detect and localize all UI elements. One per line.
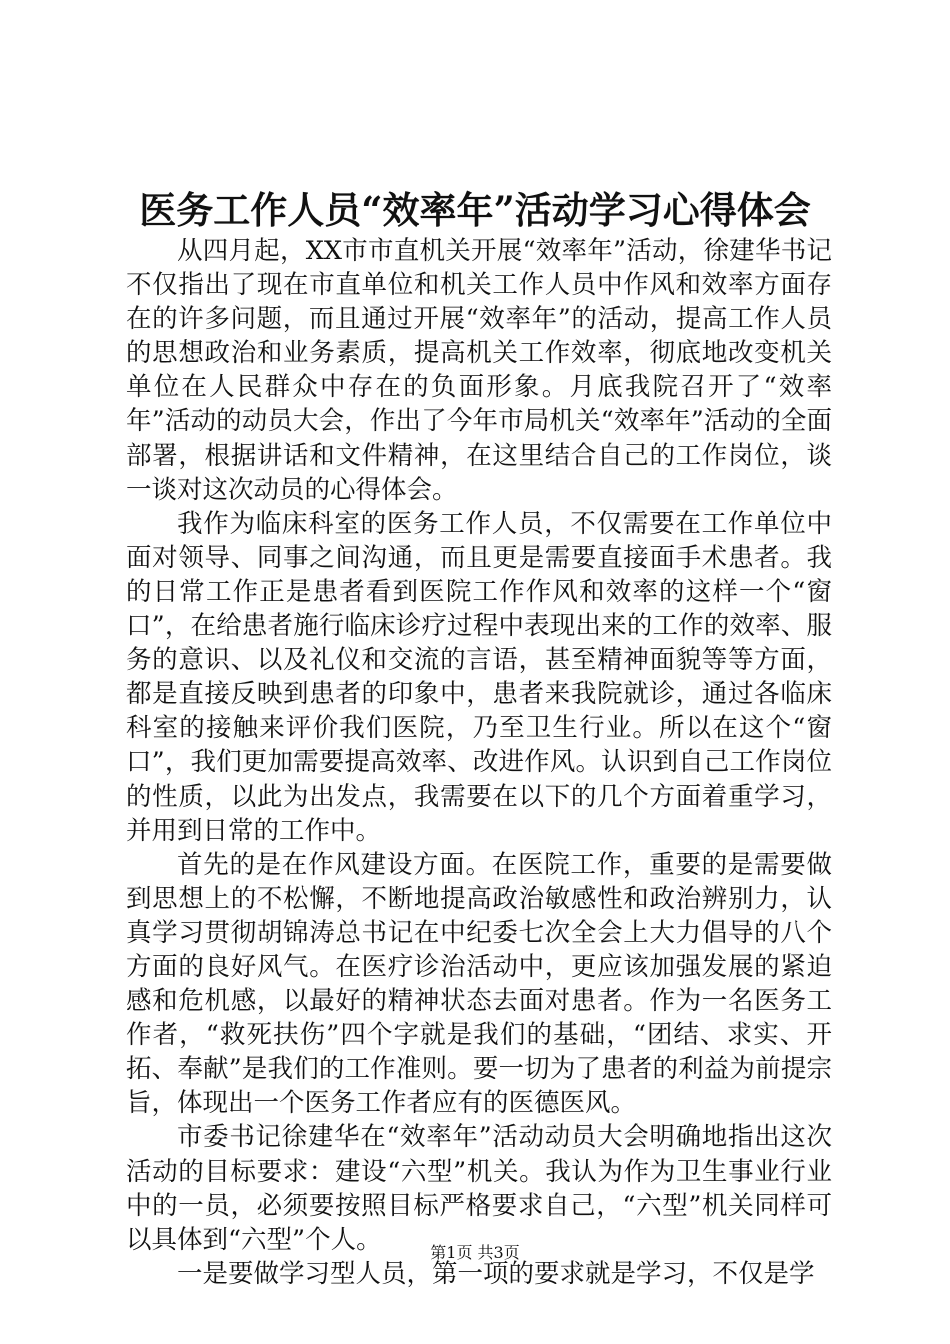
paragraph-5: 一是要做学习型人员，第一项的要求就是学习，不仅是学 [177, 1258, 815, 1289]
paragraph-1: 从四月起，XX市市直机关开展“效率年”活动，徐建华书记不仅指出了现在市直单位和机关工作人员中作风和效率方面存在的许多问题，而且通过开展“效率年”的活动，提高工作人员的思想政治和业务素质，提高机关工作效率，彻底地改变机关单位在人民群众中存在的负面形象。月底我院召开了“效率年”活动的动员大会，作出了今年市局机关“效率年”活动的全面部署，根据讲话和文件精神，在这里结合自己的工作岗位，谈一谈对这次动员的心得体会。 [126, 236, 832, 505]
document-title: 医务工作人员“效率年”活动学习心得体会 [139, 188, 811, 232]
paragraph-4: 市委书记徐建华在“效率年”活动动员大会明确地指出这次活动的目标要求：建设“六型”机关。我认为作为卫生事业行业中的一员，必须要按照目标严格要求自己，“六型”机关同样可以具体到“六型”个人。 [126, 1122, 832, 1255]
paragraph-3: 首先的是在作风建设方面。在医院工作，重要的是需要做到思想上的不松懈，不断地提高政治敏感性和政治辨别力，认真学习贯彻胡锦涛总书记在中纪委七次全会上大力倡导的八个方面的良好风气。在医疗诊治活动中，更应该加强发展的紧迫感和危机感，以最好的精神状态去面对患者。作为一名医务工作者，“救死扶伤”四个字就是我们的基础，“团结、求实、开拓、奉献”是我们的工作准则。要一切为了患者的利益为前提宗旨，体现出一个医务工作者应有的医德医风。 [126, 849, 832, 1119]
paragraph-2: 我作为临床科室的医务工作人员，不仅需要在工作单位中面对领导、同事之间沟通，而且更是需要直接面手术患者。我的日常工作正是患者看到医院工作作风和效率的这样一个“窗口”，在给患者施行临床诊疗过程中表现出来的工作的效率、服务的意识、以及礼仪和交流的言语，甚至精神面貌等等方面，都是直接反映到患者的印象中，患者来我院就诊，通过各临床科室的接触来评价我们医院，乃至卫生行业。所以在这个“窗口”，我们更加需要提高效率、改进作风。认识到自己工作岗位的性质，以此为出发点，我需要在以下的几个方面着重学习，并用到日常的工作中。 [126, 508, 832, 846]
document-body [126, 234, 832, 1291]
page-number-footer: 第1页 共3页 [430, 1243, 520, 1262]
